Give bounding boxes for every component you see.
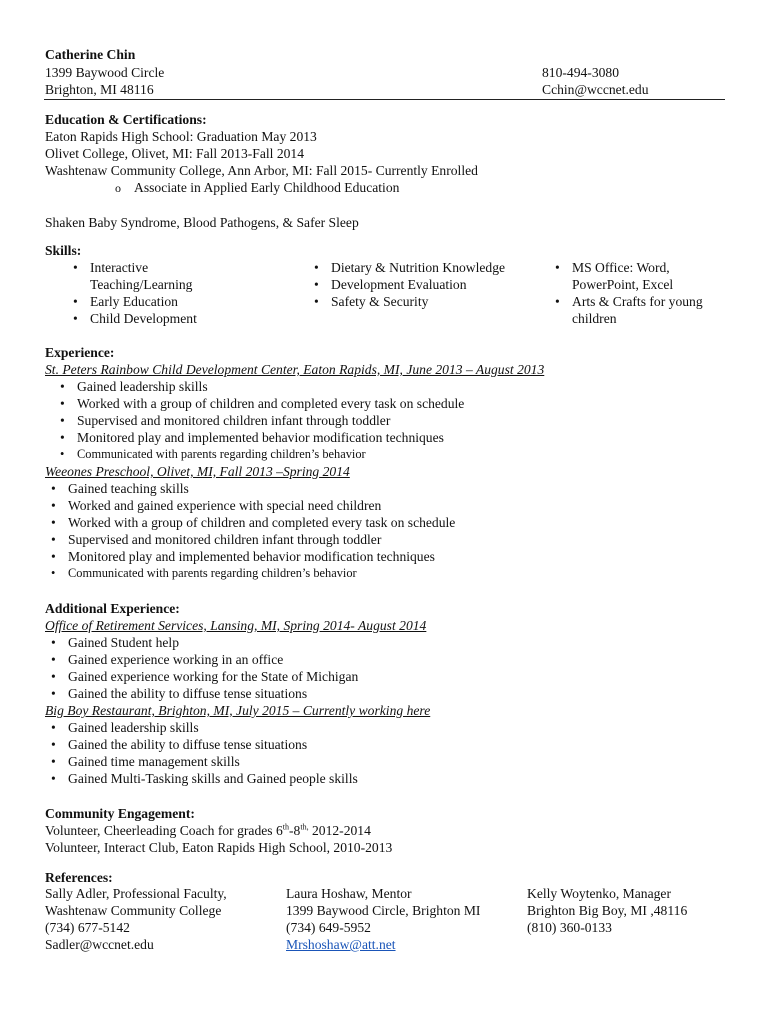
reference-line: Sadler@wccnet.edu <box>45 937 154 952</box>
skill-item: • Dietary & Nutrition Knowledge <box>331 259 506 276</box>
job-bullet: • Gained leadership skills <box>77 378 544 395</box>
email-address: Cchin@wccnet.edu <box>542 82 649 97</box>
references-heading: References: <box>45 870 113 885</box>
skill-item: • Child Development <box>90 310 240 327</box>
skills-column-1 <box>90 259 240 327</box>
reference-line: 1399 Baywood Circle, Brighton MI <box>286 903 481 918</box>
community-line-1 <box>45 822 392 839</box>
community-text: 2012-2014 <box>308 823 371 838</box>
reference-line: Sally Adler, Professional Faculty, <box>45 886 227 901</box>
community-text: Volunteer, Cheerleading Coach for grades 6 <box>45 823 283 838</box>
additional-experience-heading: Additional Experience: <box>45 601 180 616</box>
job-bullet: • Monitored play and implemented behavior modification techniques <box>68 548 544 565</box>
education-section <box>45 111 478 231</box>
community-section <box>45 805 392 856</box>
job-title: St. Peters Rainbow Child Development Center, Eaton Rapids, MI, June 2013 – August 2013 <box>45 362 545 377</box>
job-bullet: • Gained the ability to diffuse tense situations <box>68 736 430 753</box>
skill-item: • Interactive Teaching/Learning <box>90 259 240 293</box>
community-text: -8 <box>289 823 301 838</box>
reference-3 <box>527 885 687 936</box>
reference-line: (810) 360-0133 <box>527 920 612 935</box>
job-bullet: • Gained Student help <box>68 634 430 651</box>
job-title: Big Boy Restaurant, Brighton, MI, July 2015 – Currently working here <box>45 703 431 718</box>
degree-sub-item: o Associate in Applied Early Childhood Education <box>115 179 478 197</box>
job-bullet: • Monitored play and implemented behavior modification techniques <box>77 429 544 446</box>
experience-section <box>45 344 544 582</box>
skill-item: • Arts & Crafts for young children <box>572 293 722 327</box>
phone-number: 810-494-3080 <box>542 65 620 80</box>
job-bullet: • Gained experience working for the State of Michigan <box>68 668 430 685</box>
job-bullet: • Communicated with parents regarding children’s behavior <box>68 565 544 582</box>
reference-line: (734) 649-5952 <box>286 920 371 935</box>
header-divider <box>44 99 725 100</box>
job-bullet: • Gained the ability to diffuse tense situations <box>68 685 430 702</box>
skill-item: • Safety & Security <box>331 293 506 310</box>
community-line-2: Volunteer, Interact Club, Eaton Rapids High School, 2010-2013 <box>45 840 393 855</box>
education-line: Eaton Rapids High School: Graduation May 2013 <box>45 129 317 144</box>
job-title: Weeones Preschool, Olivet, MI, Fall 2013 –Spring 2014 <box>45 464 350 479</box>
job-bullet: • Worked and gained experience with special need children <box>68 497 544 514</box>
reference-email-link[interactable]: Mrshoshaw@att.net <box>286 937 396 952</box>
skills-heading: Skills: <box>45 243 82 258</box>
job-bullet: • Worked with a group of children and completed every task on schedule <box>77 395 544 412</box>
skills-column-2 <box>331 259 506 310</box>
superscript: th <box>282 822 290 832</box>
community-heading: Community Engagement: <box>45 806 195 821</box>
reference-line: Laura Hoshaw, Mentor <box>286 886 412 901</box>
job-bullet: • Supervised and monitored children infant through toddler <box>68 531 544 548</box>
address-line-2: Brighton, MI 48116 <box>45 82 154 97</box>
skill-item: • MS Office: Word, PowerPoint, Excel <box>572 259 722 293</box>
job-bullet: • Gained time management skills <box>68 753 430 770</box>
job-bullet: • Supervised and monitored children infant through toddler <box>77 412 544 429</box>
education-heading: Education & Certifications: <box>45 112 207 127</box>
reference-line: Kelly Woytenko, Manager <box>527 886 671 901</box>
certifications-line: Shaken Baby Syndrome, Blood Pathogens, & Safer Sleep <box>45 215 359 230</box>
skills-column-3 <box>572 259 722 327</box>
job-bullet: • Gained Multi-Tasking skills and Gained people skills <box>68 770 430 787</box>
experience-heading: Experience: <box>45 345 115 360</box>
job-bullet: • Worked with a group of children and completed every task on schedule <box>68 514 544 531</box>
reference-line: (734) 677-5142 <box>45 920 130 935</box>
skill-item: • Development Evaluation <box>331 276 506 293</box>
education-line: Olivet College, Olivet, MI: Fall 2013-Fall 2014 <box>45 146 305 161</box>
job-bullet: • Gained teaching skills <box>68 480 544 497</box>
education-line: Washtenaw Community College, Ann Arbor, MI: Fall 2015- Currently Enrolled <box>45 163 478 178</box>
reference-1 <box>45 885 227 953</box>
candidate-name: Catherine Chin <box>45 47 136 62</box>
additional-experience-section <box>45 600 430 787</box>
job-bullet: • Communicated with parents regarding children’s behavior <box>77 446 544 463</box>
skill-item: • Early Education <box>90 293 240 310</box>
job-title: Office of Retirement Services, Lansing, MI, Spring 2014- August 2014 <box>45 618 427 633</box>
reference-2 <box>286 885 480 953</box>
reference-line: Brighton Big Boy, MI ,48116 <box>527 903 688 918</box>
job-bullet: • Gained experience working in an office <box>68 651 430 668</box>
job-bullet: • Gained leadership skills <box>68 719 430 736</box>
address-line-1: 1399 Baywood Circle <box>45 65 165 80</box>
reference-line: Washtenaw Community College <box>45 903 222 918</box>
superscript: th, <box>300 822 309 832</box>
